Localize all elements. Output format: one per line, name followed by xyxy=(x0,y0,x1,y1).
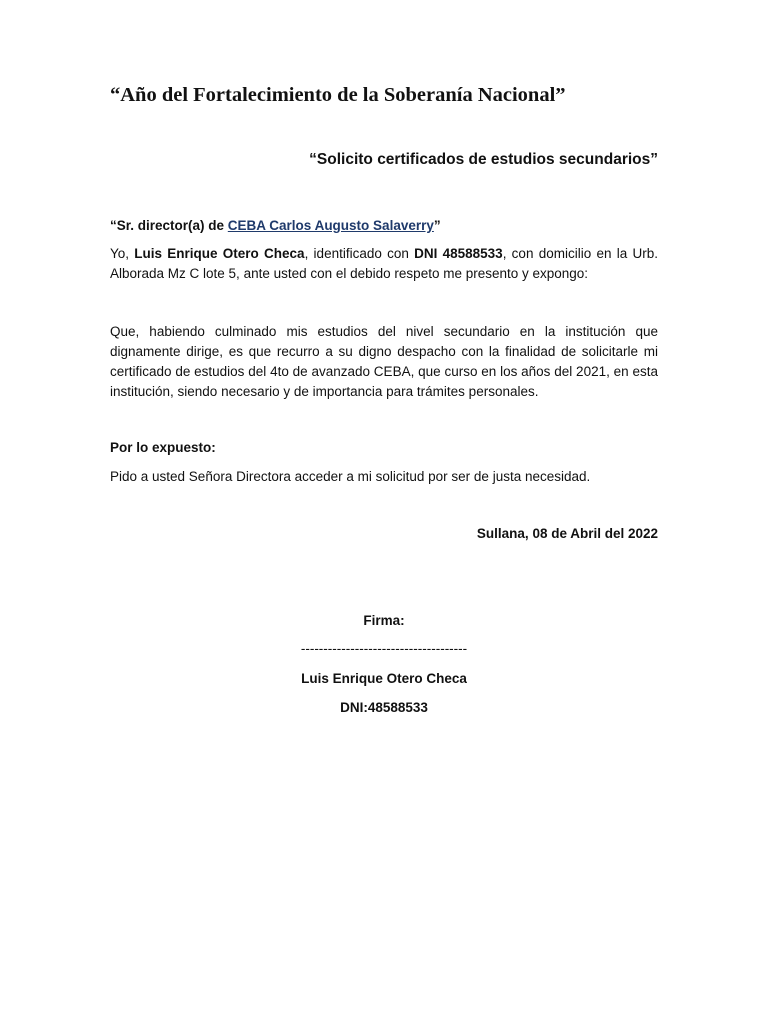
subject-line: “Solicito certificados de estudios secundarios” xyxy=(309,151,658,168)
por-lo-expuesto-heading: Por lo expuesto: xyxy=(110,440,216,455)
body-paragraph: Que, habiendo culminado mis estudios del nivel secundario en la institución que dignamente dirige, es que recurro a su digno despacho con la finalidad de solicitarle mi certificado de estudios del 4to de avanzado CEBA, que curso en los años del 2021, en esta institución, siendo necesario y de importancia para trámites personales. xyxy=(110,324,658,399)
addressee-prefix: “Sr. director(a) de xyxy=(110,218,228,233)
signature-dni: DNI:48588533 xyxy=(340,700,428,715)
signature-line: ------------------------------------- xyxy=(300,641,468,656)
addressee xyxy=(110,218,441,233)
applicant-name: Luis Enrique Otero Checa xyxy=(134,246,305,261)
request-paragraph: Pido a usted Señora Directora acceder a mi solicitud por ser de justa necesidad. xyxy=(110,469,591,484)
year-title: “Año del Fortalecimiento de la Soberanía Nacional” xyxy=(110,84,566,106)
intro-paragraph xyxy=(110,244,658,284)
place-date: Sullana, 08 de Abril del 2022 xyxy=(476,526,658,541)
institution-link[interactable]: CEBA Carlos Augusto Salaverry xyxy=(227,218,434,233)
intro-text-3: , con domicilio en la Urb. Alborada Mz C lote 5, ante usted con el debido respeto me presento y expongo: xyxy=(110,246,658,281)
intro-text-2: , identificado con xyxy=(304,246,415,261)
addressee-suffix: ” xyxy=(433,218,441,233)
signature-name: Luis Enrique Otero Checa xyxy=(301,671,467,686)
applicant-dni: DNI 48588533 xyxy=(414,246,503,261)
intro-text-1: Yo, xyxy=(110,246,135,261)
signature-label: Firma: xyxy=(363,613,405,628)
